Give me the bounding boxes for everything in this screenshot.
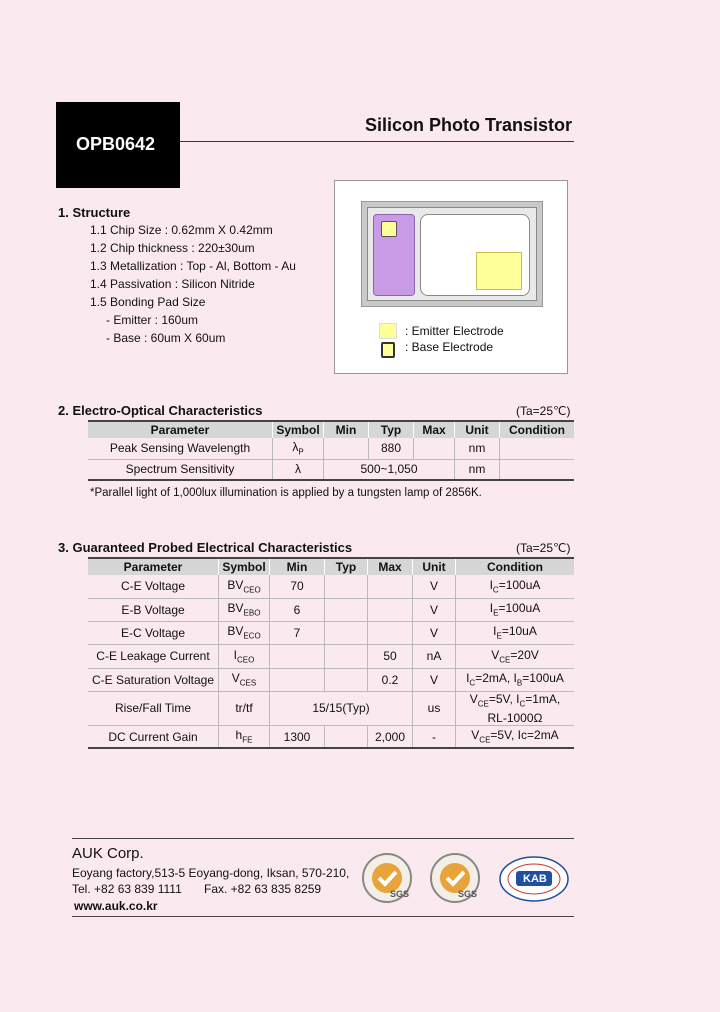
cell-min bbox=[324, 438, 369, 459]
cell-min bbox=[270, 668, 325, 691]
table-header-row bbox=[88, 558, 574, 575]
cell-min: 7 bbox=[270, 621, 325, 644]
company-website[interactable]: www.auk.co.kr bbox=[74, 899, 158, 913]
part-number-box bbox=[56, 102, 180, 188]
cell-symbol: $BV_{ECO}$ bbox=[219, 621, 270, 644]
col-header: Min bbox=[270, 558, 325, 575]
table-row bbox=[88, 691, 574, 725]
iso-certificate-logo bbox=[428, 852, 482, 906]
col-header: Min bbox=[324, 421, 369, 438]
cell-min bbox=[270, 644, 325, 668]
cell-max bbox=[414, 438, 455, 459]
cell-max bbox=[368, 575, 413, 598]
table-row bbox=[88, 575, 574, 598]
footer-divider-top bbox=[72, 838, 574, 839]
cell-symbol: $V_{CES}$ bbox=[219, 668, 270, 691]
table-row bbox=[88, 598, 574, 621]
cell-max: 0.2 bbox=[368, 668, 413, 691]
cell-unit: us bbox=[413, 691, 456, 725]
structure-item: - Emitter : 160um bbox=[106, 313, 199, 327]
chip-outline bbox=[361, 201, 543, 307]
emitter-region bbox=[420, 214, 530, 296]
electro-optical-footnote: *Parallel light of 1,000lux illumination is applied by a tungsten lamp of 2856K. bbox=[90, 487, 482, 499]
cell-condition: $I_E=100uA$ bbox=[456, 598, 575, 621]
cell-condition: $I_C=100uA$ bbox=[456, 575, 575, 598]
col-header: Parameter bbox=[88, 421, 273, 438]
cell-max bbox=[368, 621, 413, 644]
cell-parameter: C-E Leakage Current bbox=[88, 644, 219, 668]
col-header: Symbol bbox=[219, 558, 270, 575]
col-header: Unit bbox=[413, 558, 456, 575]
table-row bbox=[88, 668, 574, 691]
cell-typ bbox=[325, 598, 368, 621]
cell-symbol: $BV_{CEO}$ bbox=[219, 575, 270, 598]
emitter-legend-label: : Emitter Electrode bbox=[405, 324, 504, 338]
cell-min: 1300 bbox=[270, 725, 325, 748]
cell-unit: V bbox=[413, 598, 456, 621]
cell-symbol: $I_{CEO}$ bbox=[219, 644, 270, 668]
cell-parameter: E-B Voltage bbox=[88, 598, 219, 621]
electrical-table bbox=[88, 557, 574, 749]
kab-certificate-logo bbox=[498, 854, 570, 904]
cell-symbol: λ bbox=[273, 459, 324, 480]
cell-parameter: DC Current Gain bbox=[88, 725, 219, 748]
company-address: Eoyang factory,513-5 Eoyang-dong, Iksan, 570-210, bbox=[72, 866, 350, 880]
structure-item: - Base : 60um X 60um bbox=[106, 331, 226, 345]
cell-typ bbox=[325, 575, 368, 598]
cell-condition: $I_C=2mA$, $I_B=100uA$ bbox=[456, 668, 575, 691]
electro-optical-temp-note: (Ta=25℃) bbox=[516, 404, 571, 418]
col-header: Symbol bbox=[273, 421, 324, 438]
structure-item: 1.4 Passivation : Silicon Nitride bbox=[90, 277, 255, 291]
structure-item: 1.3 Metallization : Top - Al, Bottom - Au bbox=[90, 259, 296, 273]
cell-typ bbox=[325, 644, 368, 668]
cell-unit: nA bbox=[413, 644, 456, 668]
cell-max: 50 bbox=[368, 644, 413, 668]
cell-parameter: Spectrum Sensitivity bbox=[88, 459, 273, 480]
cell-parameter: E-C Voltage bbox=[88, 621, 219, 644]
cell-typ bbox=[325, 621, 368, 644]
cell-parameter: C-E Voltage bbox=[88, 575, 219, 598]
cell-unit: - bbox=[413, 725, 456, 748]
cell-condition: $V_{CE}=5V$, Ic=2mA bbox=[456, 725, 575, 748]
sgs-label: SGS bbox=[390, 889, 410, 899]
electro-optical-heading: 2. Electro-Optical Characteristics bbox=[58, 403, 263, 418]
col-header: Max bbox=[414, 421, 455, 438]
col-header: Max bbox=[368, 558, 413, 575]
cell-max: 2,000 bbox=[368, 725, 413, 748]
cell-typ bbox=[325, 668, 368, 691]
iso-certificate-logo bbox=[360, 852, 414, 906]
footer-divider-bottom bbox=[72, 916, 574, 917]
cell-condition bbox=[500, 459, 575, 480]
cell-range: 15/15(Typ) bbox=[270, 691, 413, 725]
title-divider bbox=[180, 141, 574, 142]
company-phone: Tel. +82 63 839 1111 bbox=[72, 882, 182, 896]
base-pad bbox=[381, 221, 397, 237]
table-header-row bbox=[88, 421, 574, 438]
structure-item: 1.5 Bonding Pad Size bbox=[90, 295, 206, 309]
cell-unit: V bbox=[413, 668, 456, 691]
cell-condition: $V_{CE}=20V$ bbox=[456, 644, 575, 668]
cell-parameter: Peak Sensing Wavelength bbox=[88, 438, 273, 459]
col-header: Typ bbox=[325, 558, 368, 575]
cell-min: 70 bbox=[270, 575, 325, 598]
base-legend-label: : Base Electrode bbox=[405, 340, 494, 354]
col-header: Unit bbox=[455, 421, 500, 438]
cell-unit: nm bbox=[455, 438, 500, 459]
sgs-label: SGS bbox=[458, 889, 478, 899]
cell-range: 500~1,050 bbox=[324, 459, 455, 480]
col-header: Typ bbox=[369, 421, 414, 438]
emitter-legend-swatch bbox=[379, 323, 397, 339]
cell-unit: V bbox=[413, 575, 456, 598]
structure-item: 1.2 Chip thickness : 220±30um bbox=[90, 241, 255, 255]
cell-parameter: Rise/Fall Time bbox=[88, 691, 219, 725]
col-header: Parameter bbox=[88, 558, 219, 575]
cell-condition: $I_E=10uA$ bbox=[456, 621, 575, 644]
cell-symbol: $h_{FE}$ bbox=[219, 725, 270, 748]
base-legend-swatch bbox=[381, 342, 395, 358]
electrical-heading: 3. Guaranteed Probed Electrical Characteristics bbox=[58, 540, 353, 555]
col-header: Condition bbox=[500, 421, 575, 438]
base-region bbox=[373, 214, 415, 296]
table-row bbox=[88, 725, 574, 748]
col-header: Condition bbox=[456, 558, 575, 575]
part-number: OPB0642 bbox=[76, 134, 156, 154]
cell-condition: $V_{CE}=5V$, $I_C=1mA$, RL-1000Ω bbox=[456, 691, 575, 725]
electrical-temp-note: (Ta=25℃) bbox=[516, 541, 571, 555]
cell-symbol: tr/tf bbox=[219, 691, 270, 725]
electro-optical-table bbox=[88, 420, 574, 481]
chip-body bbox=[367, 207, 537, 301]
company-name: AUK Corp. bbox=[72, 845, 144, 862]
cell-typ bbox=[325, 725, 368, 748]
table-row bbox=[88, 459, 574, 480]
company-fax: Fax. +82 63 835 8259 bbox=[204, 882, 322, 896]
table-row bbox=[88, 438, 574, 459]
cell-parameter: C-E Saturation Voltage bbox=[88, 668, 219, 691]
cell-symbol: $\lambda_P$ bbox=[273, 438, 324, 459]
structure-item: 1.1 Chip Size : 0.62mm X 0.42mm bbox=[90, 223, 273, 237]
chip-diagram bbox=[334, 180, 568, 374]
cell-symbol: $BV_{EBO}$ bbox=[219, 598, 270, 621]
table-row bbox=[88, 621, 574, 644]
structure-heading: 1. Structure bbox=[58, 205, 131, 220]
table-row bbox=[88, 644, 574, 668]
cell-unit: V bbox=[413, 621, 456, 644]
kab-label: KAB bbox=[523, 873, 547, 885]
cell-max bbox=[368, 598, 413, 621]
cell-unit: nm bbox=[455, 459, 500, 480]
cell-typ: 880 bbox=[369, 438, 414, 459]
cell-min: 6 bbox=[270, 598, 325, 621]
emitter-pad bbox=[476, 252, 522, 290]
document-title: Silicon Photo Transistor bbox=[364, 115, 572, 135]
cell-condition bbox=[500, 438, 575, 459]
